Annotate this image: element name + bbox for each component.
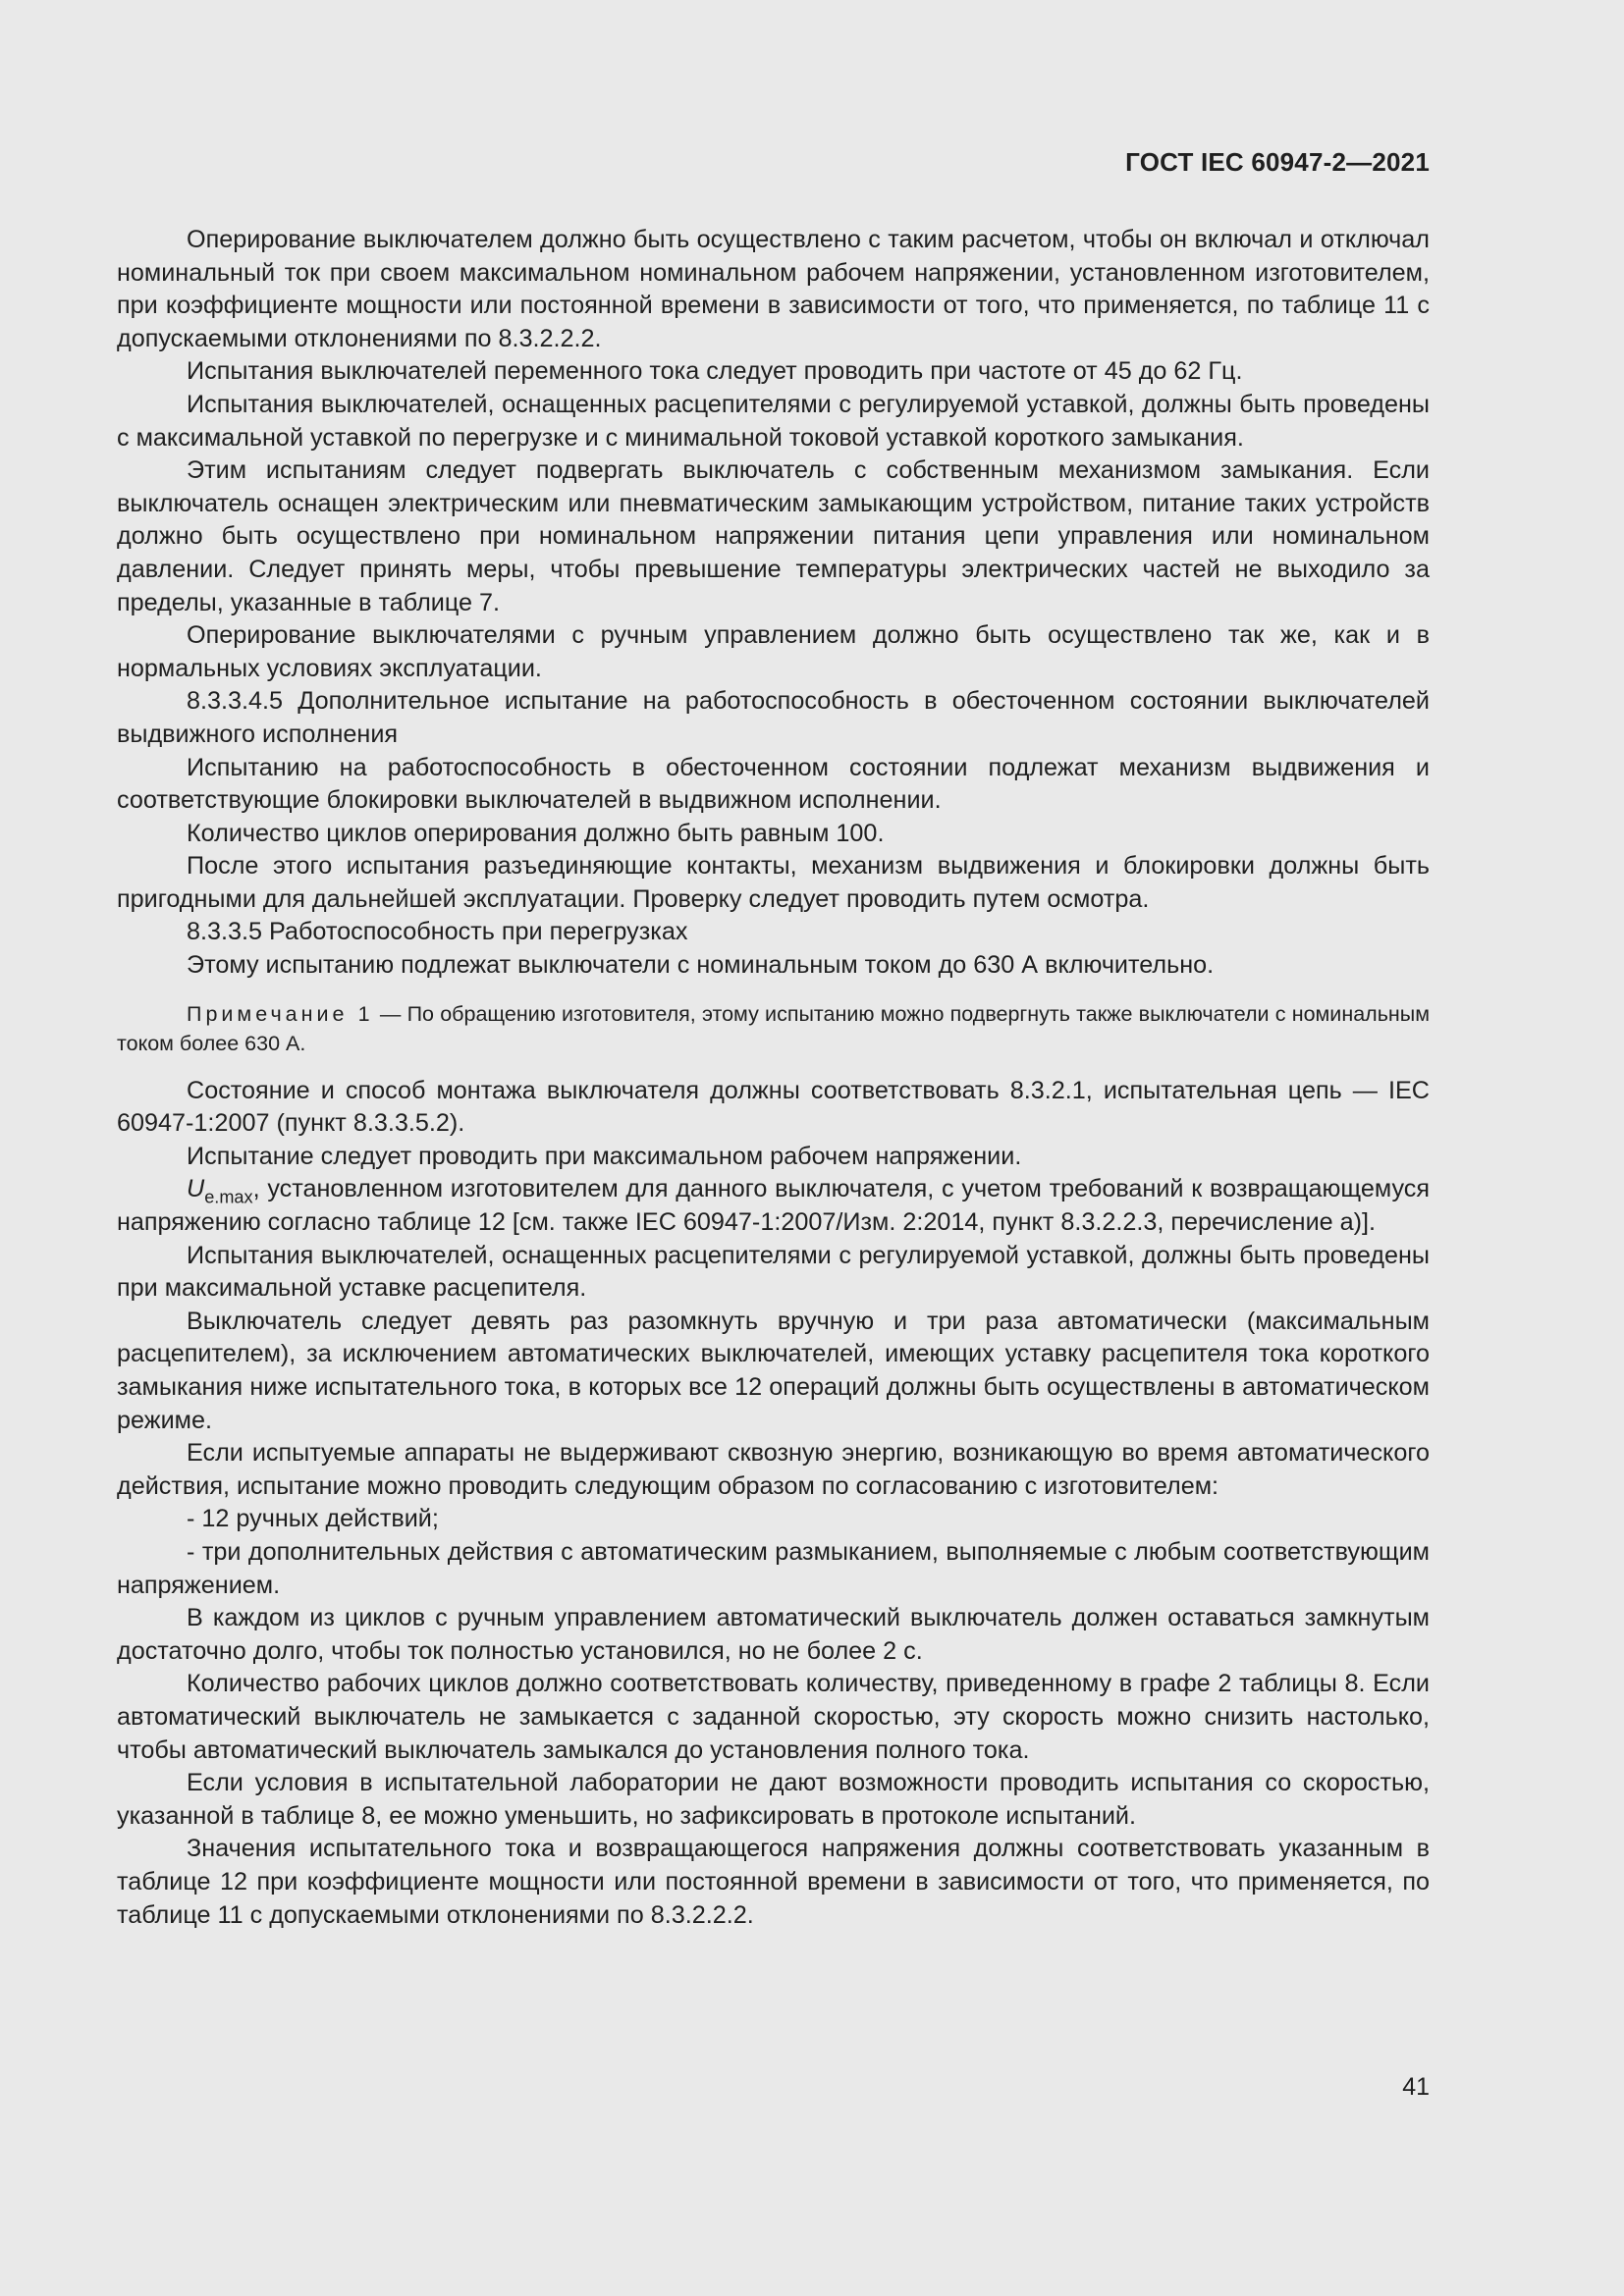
paragraph: Испытания выключателей переменного тока следует проводить при частоте от 45 до 62 Гц. bbox=[187, 357, 1243, 386]
document-body bbox=[117, 224, 1430, 1932]
paragraph-voltage-text: , установленном изготовителем для данного выключателя, с учетом требований к возвращающемуся напряжению согласно таблице 12 [см. также IEC 60947-1:2007/Изм. 2:2014, пункт 8.3.2.2.3, перечисление а)]. bbox=[117, 1175, 1430, 1237]
paragraph: Этим испытаниям следует подвергать выключатель с собственным механизмом замыкания. Если выключатель оснащен электрическим или пневматическим замыкающим устройством, питание таких устройств должно быть осуществлено при номинальном напряжении питания цепи управления или номинальном давлении. Следует принять меры, чтобы превышение температуры электрических частей не выходило за пределы, указанные в таблице 7. bbox=[117, 456, 1430, 616]
paragraph: Этому испытанию подлежат выключатели с номинальным током до 630 А включительно. bbox=[187, 951, 1215, 980]
section-heading-8-3-3-4-5: 8.3.3.4.5 Дополнительное испытание на работоспособность в обесточенном состоянии выключателей выдвижного исполнения bbox=[117, 687, 1430, 748]
list-item: - 12 ручных действий; bbox=[187, 1505, 439, 1533]
paragraph: Испытания выключателей, оснащенных расцепителями с регулируемой уставкой, должны быть проведены при максимальной уставке расцепителя. bbox=[117, 1241, 1430, 1303]
section-heading-8-3-3-5: 8.3.3.5 Работоспособность при перегрузках bbox=[187, 918, 688, 946]
paragraph: Если испытуемые аппараты не выдерживают сквозную энергию, возникающую во время автоматического действия, испытание можно проводить следующим образом по согласованию с изготовителем: bbox=[117, 1439, 1430, 1500]
paragraph: Количество циклов оперирования должно быть равным 100. bbox=[187, 819, 885, 847]
note bbox=[117, 999, 1430, 1058]
note-label: Примечание 1 bbox=[187, 1001, 374, 1026]
voltage-subscript: e.max bbox=[204, 1187, 253, 1207]
paragraph: Количество рабочих циклов должно соответствовать количеству, приведенному в графе 2 таблицы 8. Если автоматический выключатель не замыкается с заданной скоростью, эту скорость можно снизить настолько, чтобы автоматический выключатель замыкался до установления полного тока. bbox=[117, 1670, 1430, 1764]
page-number: 41 bbox=[1402, 2073, 1430, 2101]
list-item: - три дополнительных действия с автоматическим размыканием, выполняемые с любым соответствующим напряжением. bbox=[117, 1537, 1430, 1599]
paragraph: Значения испытательного тока и возвращающегося напряжения должны соответствовать указанным в таблице 12 при коэффициенте мощности или постоянной времени в зависимости от того, что применяется, по таблице 11 с допускаемыми отклонениями по 8.3.2.2.2. bbox=[117, 1835, 1430, 1929]
paragraph: Оперирование выключателем должно быть осуществлено с таким расчетом, чтобы он включал и отключал номинальный ток при своем максимальном номинальном рабочем напряжении, установленном изготовителем, при коэффициенте мощности или постоянной времени в зависимости от того, что применяется, по таблице 11 с допускаемыми отклонениями по 8.3.2.2.2. bbox=[117, 226, 1430, 352]
note-text: — По обращению изготовителя, этому испытанию можно подвергнуть также выключатели с номинальным током более 630 А. bbox=[117, 1001, 1430, 1055]
paragraph: Если условия в испытательной лаборатории не дают возможности проводить испытания со скоростью, указанной в таблице 8, ее можно уменьшить, но зафиксировать в протоколе испытаний. bbox=[117, 1769, 1430, 1830]
paragraph-voltage bbox=[117, 1173, 1430, 1239]
paragraph: Испытание следует проводить при максимальном рабочем напряжении. bbox=[187, 1142, 1022, 1170]
paragraph: Оперирование выключателями с ручным управлением должно быть осуществлено так же, как и в нормальных условиях эксплуатации. bbox=[117, 621, 1430, 682]
paragraph: После этого испытания разъединяющие контакты, механизм выдвижения и блокировки должны быть пригодными для дальнейшей эксплуатации. Проверку следует проводить путем осмотра. bbox=[117, 852, 1430, 913]
paragraph: Испытания выключателей, оснащенных расцепителями с регулируемой уставкой, должны быть проведены с максимальной уставкой по перегрузке и с минимальной токовой уставкой короткого замыкания. bbox=[117, 390, 1430, 452]
paragraph: Выключатель следует девять раз разомкнуть вручную и три раза автоматически (максимальным расцепителем), за исключением автоматических выключателей, имеющих уставку расцепителя тока короткого замыкания ниже испытательного тока, в которых все 12 операций должны быть осуществлены в автоматическом режиме. bbox=[117, 1307, 1430, 1434]
paragraph: Состояние и способ монтажа выключателя должны соответствовать 8.3.2.1, испытательная цепь — IEC 60947-1:2007 (пункт 8.3.3.5.2). bbox=[117, 1076, 1430, 1138]
paragraph: В каждом из циклов с ручным управлением автоматический выключатель должен оставаться замкнутым достаточно долго, чтобы ток полностью установился, но не более 2 с. bbox=[117, 1604, 1430, 1665]
paragraph: Испытанию на работоспособность в обесточенном состоянии подлежат механизм выдвижения и соответствующие блокировки выключателей в выдвижном исполнении. bbox=[117, 753, 1430, 815]
voltage-symbol: U bbox=[187, 1175, 205, 1203]
document-header: ГОСТ IEC 60947-2—2021 bbox=[1125, 147, 1430, 177]
